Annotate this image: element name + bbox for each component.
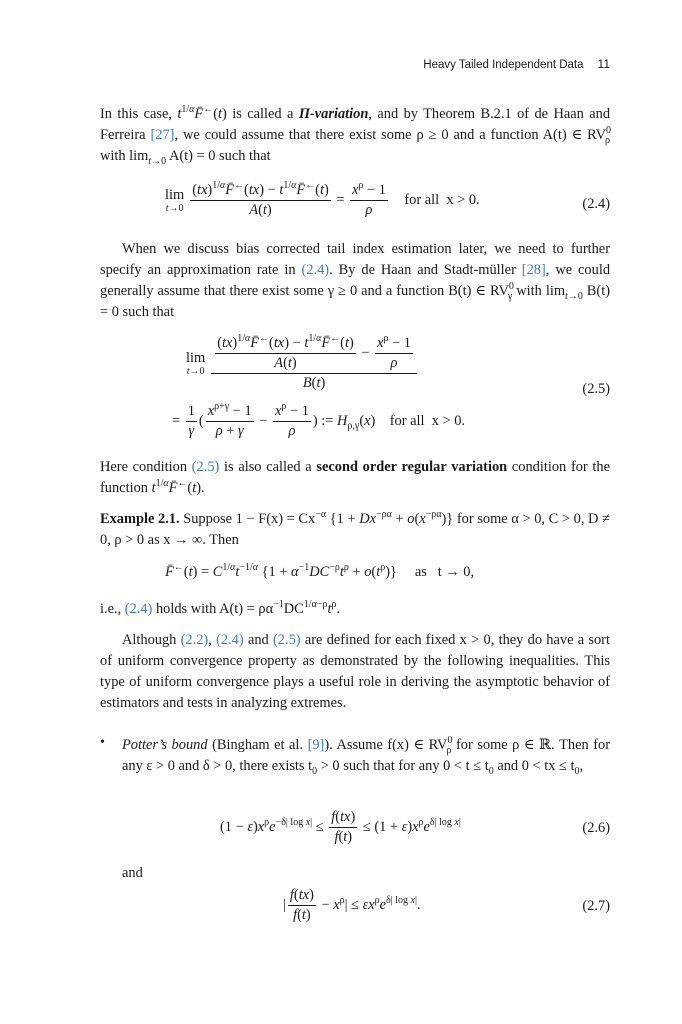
equation-2-5-rhs: = $\frac{1}{\gamma}$ ( $\frac{x^{\rho+\gamma} - 1}{\rho + \gamma}$ − $\frac{x^\rho - 1}{\rho}$ ) := $H_{\rho,\gamma}(x)$ for all x > 0. [172,401,465,439]
equation-ref-link[interactable]: (2.4) [216,632,244,648]
bullet-title: Potter’s bound [122,737,208,753]
equation-number-2-4: (2.4) [582,196,610,212]
equation-2-5: lim t→0 $\frac{(tx)^{1/\alpha}F̄^\leftarrow(tx) - t^{1/\alpha}F̄^\leftarrow(t)}{A(t)}$ − $\frac{x^\rho - 1}{\rho}$ B(t) [186,334,419,393]
citation-link[interactable]: [28] [521,262,546,278]
equation-2-4: lim t→0 $\frac{(tx)^{1/\alpha}F̄^\leftarrow(tx) - t^{1/\alpha}F̄^\leftarrow(t)}{A(t)}$ = $\frac{x^\rho - 1}{\rho}$ for all x > 0. [165,180,480,218]
running-title: Heavy Tailed Independent Data [423,59,584,71]
paragraph-pi-variation: In this case, $t^{1/\alpha}F̄^\leftarrow(t)$ is called a Π-variation, and by Theorem B.2.1 of de Haan and Ferreira [27], we could assume that there exist some ρ ≥ 0 and a function A(t) ∈ $RV^0_\rho$ with $\lim_{t\to 0} A(t) = 0$ such that [100,104,611,167]
citation-link[interactable]: [9] [307,737,325,753]
equation-ref-link[interactable]: (2.4) [124,601,153,617]
equation-2-6: $(1 - \varepsilon)x^\rho e^{-\delta| log x|}$ ≤ $\frac{f(tx)}{f(t)}$ ≤ $(1 + \varepsilon)x^\rho e^{\delta| log x|}$ [220,809,461,845]
bullet-potters-bound: Potter’s bound (Bingham et al. [9]). Assume f(x) ∈ $RV^0_\rho$ for some ρ ∈ ℝ. Then for any ε > 0 and δ > 0, there exists $t_0 > 0$ such that for any $0 < t \le t_0$ and 0 < tx ≤ $t_0$, [122,735,610,777]
paragraph-bias-corrected: When we discuss bias corrected tail index estimation later, we need to further specify an approximation rate in (2.4). By de Haan and Stadt-müller [28], we could generally assume that there exist some γ ≥ 0 and a function B(t) ∈ $RV^0_\gamma$ with $\lim_{t\to 0} B(t) = 0$ such that [100,241,611,320]
citation-link[interactable]: [27] [150,127,175,143]
equation-number-2-7: (2.7) [582,898,610,914]
equation-ref-link[interactable]: (2.2) [180,632,209,648]
equation-2-7: | $\frac{f(tx)}{f(t)}$ − $x^\rho| \le \varepsilon x^\rho e^{\delta| log x|}$. [283,887,421,923]
equation-example: F̄←(t) = $C^{1/\alpha}t^{-1/\alpha}$ $\{1 + \alpha^{-1}DC^{-\rho}t^\rho + o(t^\rho)\}$ as t → 0, [165,562,475,580]
equation-ref-link[interactable]: (2.5) [273,632,301,648]
bullet-marker: • [100,735,105,750]
paragraph-ie: i.e., (2.4) holds with $A(t) = \rho\alpha^{-1}DC^{1/\alpha-\rho}t^\rho$. [100,599,341,617]
example-2-1: Example 2.1. Suppose $1 - F(x) = Cx^{-\alpha}$ $\{1 + Dx^{-\rho\alpha} + o(x^{-\rho\alpha})\}$ for some α > 0, C > 0, D ≠ 0, ρ > 0 as x → ∞. Then [100,509,610,548]
equation-number-2-5: (2.5) [582,381,610,397]
equation-ref-link[interactable]: (2.4) [301,262,330,278]
and-text: and [122,865,143,881]
page-number: 11 [597,57,610,71]
paragraph-uniform-convergence: Although (2.2), (2.4) and (2.5) are defined for each fixed x > 0, they do have a sort of uniform convergence property as demonstrated by the following inequalities. This type of uniform convergence plays a useful role in deriving the asymptotic behavior of estimators and tests in analyzing extremes. [100,632,610,711]
equation-number-2-6: (2.6) [582,820,610,836]
running-header [100,57,610,75]
equation-ref-link[interactable]: (2.5) [191,459,220,475]
paragraph-second-order: Here condition (2.5) is also called a second order regular variation condition for the function $t^{1/\alpha}F̄^\leftarrow(t)$. [100,459,611,496]
example-label: Example 2.1. [100,511,180,527]
